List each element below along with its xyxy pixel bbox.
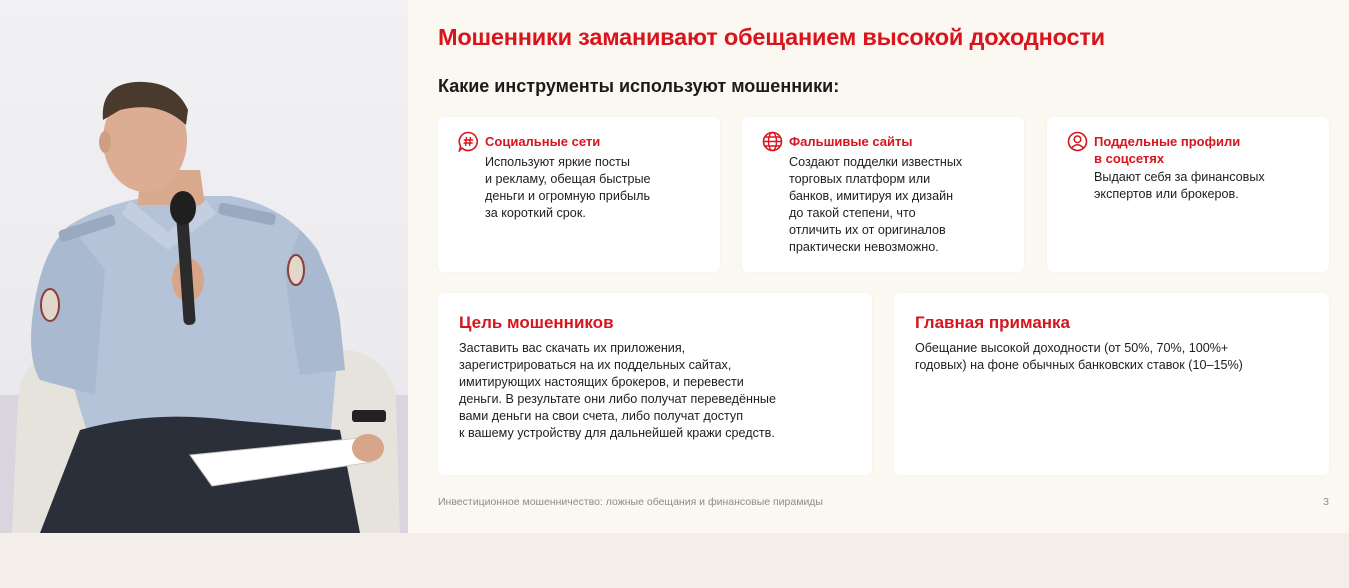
- tool-card-fake-profiles: [1047, 117, 1329, 272]
- watch: [352, 410, 386, 422]
- tool-card-fake-sites: [742, 117, 1024, 272]
- tool-description: Используют яркие посты и рекламу, обещая быстрые деньги и огромную прибыль за короткий срок.: [485, 155, 651, 220]
- fraud-goal-title: Цель мошенников: [459, 313, 614, 332]
- main-bait-title: Главная приманка: [915, 313, 1071, 332]
- tool-description: Выдают себя за финансовых экспертов или брокеров.: [1094, 170, 1265, 201]
- tool-title: Социальные сети: [485, 134, 601, 149]
- sleeve-patch-left: [41, 289, 59, 321]
- trousers: [40, 417, 360, 533]
- slide-subtitle: Какие инструменты используют мошенники:: [438, 76, 840, 96]
- slide-title: Мошенники заманивают обещанием высокой доходности: [438, 24, 1105, 50]
- speaker-video: [0, 0, 408, 533]
- globe-icon: [762, 131, 783, 152]
- tool-title: Фальшивые сайты: [789, 134, 913, 149]
- page-number: 3: [1323, 496, 1329, 508]
- slide-footer: Инвестиционное мошенничество: ложные обещания и финансовые пирамиды: [438, 496, 823, 508]
- ear: [99, 131, 111, 153]
- main-bait-text: Обещание высокой доходности (от 50%, 70%, 100%+ годовых) на фоне обычных банковских ставок (10–15%): [915, 341, 1243, 372]
- tool-description: Создают подделки известных торговых платформ или банков, имитируя их дизайн до такой степени, что отличить их от оригиналов практически невозможно.: [789, 155, 963, 254]
- microphone-head: [170, 191, 196, 225]
- user-circle-icon: [1067, 131, 1088, 152]
- tool-card-social-networks: [438, 117, 720, 272]
- hand-right: [352, 434, 384, 462]
- tool-title: Поддельные профили в соцсетях: [1094, 134, 1241, 166]
- sleeve-patch-right: [288, 255, 304, 285]
- main-bait-card: [894, 293, 1329, 475]
- hashtag-chat-icon: [458, 131, 479, 152]
- fraud-goal-text: Заставить вас скачать их приложения, зарегистрироваться на их поддельных сайтах, имитирующих настоящих брокеров, и перевести деньги. В результате они либо получат переведённые вами деньги на свои счета, либо получат доступ к вашему устройству для дальнейшей кражи средств.: [459, 341, 776, 440]
- speaker-video-frame: [0, 0, 408, 533]
- presentation-slide: [408, 0, 1349, 533]
- fraud-goal-card: [438, 293, 872, 475]
